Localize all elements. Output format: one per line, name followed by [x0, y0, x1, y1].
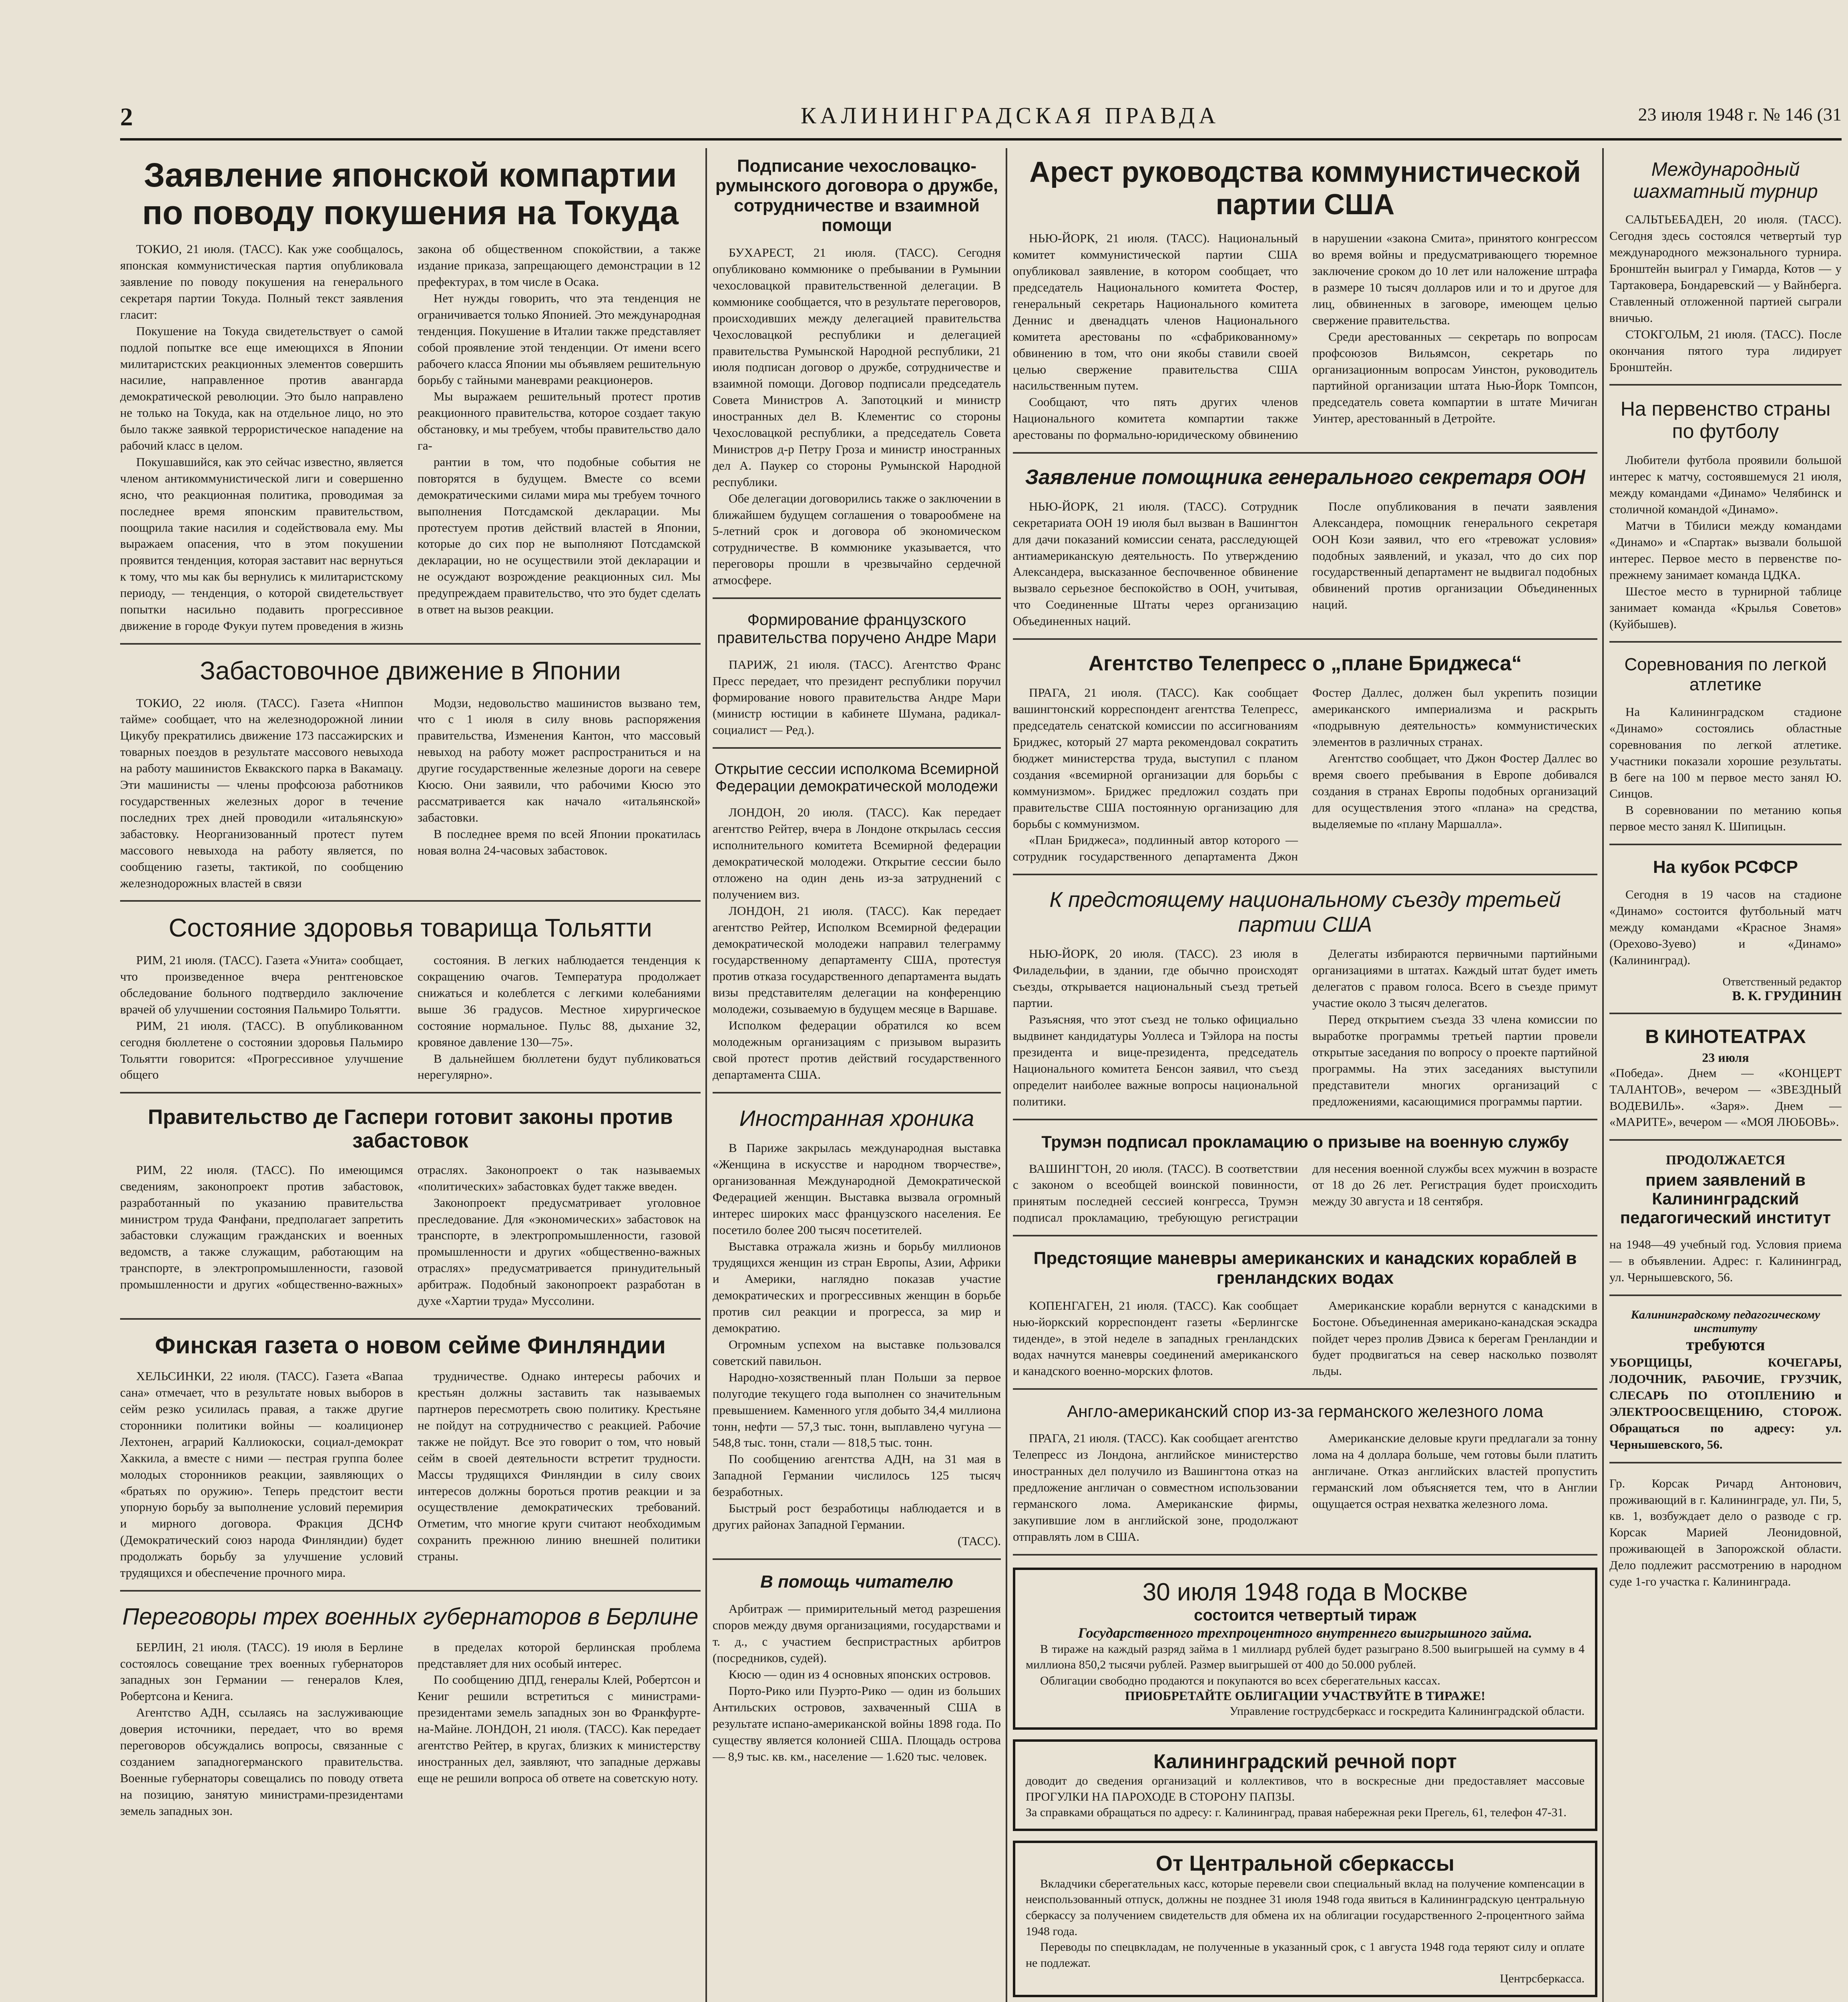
headline: Предстоящие маневры американских и канадских кораблей в гренландских водах [1033, 1248, 1577, 1288]
headline: Трумэн подписал прокламацию о призыве на военную службу [1041, 1132, 1569, 1151]
headline: На кубок РСФСР [1653, 857, 1798, 877]
article-governors [120, 1604, 701, 1828]
paragraph: Мы выражаем решительный протест против реакционного правительства, которое создает такую обстановку, и мы требуем, чтобы правительство дало га- [418, 389, 701, 453]
article-chess [1609, 159, 1842, 386]
ad-call: ПРИОБРЕТАЙТЕ ОБЛИГАЦИИ УЧАСТВУЙТЕ В ТИРАЖЕ! [1125, 1688, 1485, 1703]
paragraph: Любители футбола проявили большой интерес к матчу, состоявшемуся 21 июля, между командами «Динамо» Челябинск и столичной командой «Динамо». [1609, 453, 1842, 517]
paragraph: Порто-Рико или Пуэрто-Рико — один из больших Антильских островов, захваченный США в результате испано-американской войны 1898 года. По существу является колонией США. Площадь острова — 8,9 тыс. кв. км., население — 1.620 тыс. человек. [713, 1683, 1001, 1763]
paragraph: ВАШИНГТОН, 20 июля. (ТАСС). В соответствии с законом о всеобщей воинской повинности, принятым последней сессией конгресса, Трумэн подписал прокламацию, требующую регистрации для несения военной службы всех мужчин в возрасте от 18 до 26 лет. Регистрация будет происходить между 30 августа и 18 сентября. [1013, 1161, 1597, 1225]
paragraph: Среди арестованных — секретарь по вопросам профсоюзов Вильямсон, секретарь по организационным вопросам Уинстон, руководитель партийной организации штата Нью-Йорк Томпсон, председатель совета компартии в штате Мичиган Уинтер, арестованный в Детройте. [1312, 329, 1597, 426]
article-wfdy [713, 761, 1001, 1093]
article-body [1013, 1430, 1597, 1545]
paragraph: НЬЮ-ЙОРК, 21 июля. (ТАСС). Сотрудник секретариата ООН 19 июля был вызван в Вашингтон для дачи показаний комиссии сената, расследующей антиамериканскую деятельность. По утверждению Александера, высказанное беспочвенное обвинение вызвало серьезное беспокойство в ООН, учитывая, что Соединенные Штаты через организацию Объединенных наций. [1013, 499, 1298, 628]
signature: (ТАСС). [958, 1534, 1001, 1548]
article-truman [1013, 1132, 1597, 1237]
page-number: 2 [120, 103, 133, 131]
column-center-left [713, 148, 1001, 2002]
paragraph: Модзи, недовольство машинистов вызвано тем, что с 1 июля в силу вновь распоряжения правительства, Изменения Кантон, что массовый невыход на работу может распространиться и на другие государственные железные дороги на севере Кюсю. Они заявили, что рабочими Кюсю это рассматривается как начало «итальянской» забастовки. [418, 695, 701, 824]
ad-title: Калининградский речной порт [1153, 1750, 1457, 1773]
ad-text: доводит до сведения организаций и коллективов, что в воскресные дни предоставляет массовые ПРОГУЛКИ НА ПАРОХОДЕ В СТОРОНУ ПАПЗЫ. [1026, 1774, 1585, 1803]
ad-savings-bank [1013, 1841, 1597, 1997]
admission-pre: ПРОДОЛЖАЕТСЯ [1666, 1153, 1785, 1168]
headline: В КИНОТЕАТРАХ [1645, 1026, 1806, 1047]
article-czech-romania [713, 156, 1001, 599]
paragraph: В Париже закрылась международная выставка «Женщина в искусстве и народном творчестве», организованная Международной Демократической Федерацией женщин. Выставка вызвала огромный интерес широких масс французского населения. Ее посетило более 200 тысяч посетителей. [713, 1141, 1001, 1237]
paragraph: «План Бриджеса», подлинный автор которого — сотрудник государственного департамента Джон Фостер Даллес, должен был укрепить позиции американского империализма и раскрыть «подрывную деятельность» коммунистических элементов в различных странах. [1013, 685, 1597, 864]
paragraph: НЬЮ-ЙОРК, 20 июля. (ТАСС). 23 июля в Филадельфии, в здании, где обычно происходят съезды, открывается национальный съезд третьей партии. [1013, 947, 1298, 1010]
article-body [120, 952, 701, 1083]
headline: Иностранная хроника [739, 1105, 974, 1131]
article-finland [120, 1332, 701, 1592]
paragraph: Сегодня в 19 часов на стадионе «Динамо» состоится футбольный матч между командами «Красное Знамя» (Орехово-Зуево) и «Динамо» (Калининград). [1609, 887, 1842, 967]
article-iron-scrap [1013, 1402, 1597, 1555]
paragraph: Обе делегации договорились также о заключении в ближайшем будущем соглашения о товарообмене на 5-летний срок и договора об экономическом сотрудничестве. В коммюнике указывается, что переговоры прошли в чрезвычайно сердечной атмосфере. [713, 491, 1001, 587]
headline: Забастовочное движение в Японии [200, 656, 621, 685]
headline: Открытие сессии исполкома Всемирной Федерации демократической молодежи [714, 761, 999, 795]
ad-text [1026, 1641, 1585, 1689]
ad-title: 30 июля 1948 года в Москве [1142, 1578, 1468, 1606]
article-body [120, 1368, 701, 1581]
paragraph: Быстрый рост безработицы наблюдается и в других районах Западной Германии. [713, 1501, 1001, 1532]
headline: Соревнования по легкой атлетике [1624, 655, 1827, 694]
cinema-date: 23 июля [1702, 1050, 1749, 1065]
article-reader-help [713, 1572, 1001, 1774]
notice-text: Гр. Корсак Ричард Антонович, проживающий в г. Калининграде, ул. Пи, 5, кв. 1, возбуждает дело о разводе с гр. Корсак Марией Леонидовной, проживающей в Запорожской области. Дело подлежит рассмотрению в народном суде 1-го участка г. Калининграда. [1609, 1476, 1842, 1589]
paragraph: трудничестве. Однако интересы рабочих и крестьян должны заставить так называемых партнеров пересмотреть свою политику. Крестьяне не пойдут на сотрудничество с реакцией. Рабочие также не пойдут. Все это говорит о том, что новый сейм в своей деятельности встретит трудности. Массы трудящихся Финляндии в силу своих интересов должны бороться против реакции и за осуществление демократических требований. Отметим, что многие круги считают необходимым сохранить прежнюю линию внешней политики страны. [418, 1369, 701, 1564]
paragraph: По сообщению ДПД, генералы Клей, Робертсон и Кениг решили встретиться с министрами-президентами земель западных зон во Франкфурте-на-Майне. ЛОНДОН, 21 июля. (ТАСС). Как передает агентство Рейтер, в кругах, близких к министерству иностранных дел, заявляют, что западные державы еще не решили вопроса об ответе на советскую ноту. [418, 1672, 701, 1785]
paragraph: Исполком федерации обратился ко всем молодежным организациям с призывом выразить свой протест против действий государственного департамента США. [713, 1018, 1001, 1081]
headline: Агентство Телепресс о „плане Бриджеса“ [1088, 652, 1522, 675]
article-body [1013, 946, 1597, 1110]
ad-loan: Государственного трехпроцентного внутреннего выигрышного займа. [1078, 1624, 1533, 1641]
paragraph: Шестое место в турнирной таблице занимает команда «Крылья Советов» (Куйбышев). [1609, 584, 1842, 631]
article-third-party [1013, 887, 1597, 1120]
paragraph: РИМ, 21 июля. (ТАСС). В опубликованном сегодня бюллетене о состоянии здоровья Пальмиро Тольятти говорится: «Прогрессивное улучшение общего [120, 1018, 403, 1082]
paragraph: Матчи в Тбилиси между командами «Динамо» и «Спартак» вызвали большой интерес. Первое место в первенстве по-прежнему занимает команда ЦДКА. [1609, 519, 1842, 582]
column-divider [705, 148, 707, 2002]
paragraph: После опубликования в печати заявления Александера, помощник генерального секретаря ООН Кози заявил, что его «тревожат условия» подобных заявлений, и указал, что до сих пор государственный департамент не выдвигал подобных обвинений против организации Объединенных наций. [1312, 499, 1597, 612]
editor-name: В. К. ГРУДИНИН [1732, 988, 1842, 1003]
headline: Подписание чехословацко-румынского договора о дружбе, сотрудничестве и взаимной помощи [715, 156, 998, 235]
ad-river-port [1013, 1739, 1597, 1831]
paragraph: Покушение на Токуда свидетельствует о самой подлой попытке все еще имеющихся в Японии милитаристских реакционных элементов совершить насилие, направленное против авангарда демократической революции. Это было направлено не только на Токуда, как на отдельное лицо, но это было также заявкой террористическое нападение на рабочий класс в целом. [120, 324, 403, 453]
paragraph: Вкладчики сберегательных касс, которые перевели свои специальный вклад на получение компенсации в неиспользованный отпуск, должны не позднее 31 июля 1948 года явиться в Калининградскую центральную сберкассу за получением свидетельств для обмена их на облигации государственного 2-процентного займа 1948 года. [1026, 1877, 1585, 1938]
article-body [1609, 211, 1842, 375]
headline: На первенство страны по футболу [1620, 398, 1831, 443]
editor-label: Ответственный редактор [1722, 975, 1842, 988]
column-right [1609, 148, 1842, 2002]
article-body [713, 804, 1001, 1083]
paragraph: Американские деловые круги предлагали за тонну лома на 4 доллара больше, чем готовы были платить англичане. Отказ английских властей пропустить германский лом объясняется тем, что в Англии ощущается острая нехватка железного лома. [1312, 1431, 1597, 1511]
cinema-text: «Победа». Днем — «КОНЦЕРТ ТАЛАНТОВ», вечером — «ЗВЕЗДНЫЙ ВОДЕВИЛЬ». «Заря». Днем — «МАРИТЕ», вечером — «МОЯ ЛЮБОВЬ». [1609, 1065, 1842, 1129]
paragraph: По сообщению агентства АДН, на 31 мая в Западной Германии числилось 125 тысяч безработных. [713, 1452, 1001, 1499]
masthead [120, 102, 1842, 141]
paragraph: Переводы по спецвкладам, не полученные в указанный срок, с 1 августа 1948 года теряют силу и оплате не подлежат. [1026, 1940, 1585, 1970]
article-body [120, 1162, 701, 1309]
paragraph: САЛЬТЬЕБАДЕН, 20 июля. (ТАСС). Сегодня здесь состоялся четвертый тур международного межзонального турнира. Бронштейн выиграл у Гимарда, Котов — у Тартаковера, Бондаревский — у Вайнберга. Ставленный отложенной партией сыграли вничью. [1609, 212, 1842, 325]
paragraph: На Калининградском стадионе «Динамо» состоялись областные соревнования по легкой атлетике. Участники показали хорошие результаты. В беге на 100 м первое место занял Ю. Синцов. [1609, 704, 1842, 801]
article-body [713, 657, 1001, 739]
article-body [713, 245, 1001, 589]
paragraph: Покушавшийся, как это сейчас известно, является членом антикоммунистической лиги и совершенно ясно, что реакционная политика, проводимая за последнее время японским правительством, поощрила такие насилия и содействовала ему. Мы выражаем опасения, что в этом покушении проявится тенденция, которая заставит нас вернуться к тому, что мы как бы вернулись к милитаристскому периоду, — тенденция, о которой свидетельствует попытки насильно подавить прогрессивное движение в городе Фукуи путем проведения в жизнь закона об общественном спокойствии, а также издание приказа, запрещающего демонстрации в 12 префектурах, в том числе в Осака. [120, 242, 701, 633]
headline: Финская газета о новом сейме Финляндии [155, 1332, 666, 1359]
paragraph: Разъясняя, что этот съезд не только официально выдвинет кандидатуры Уоллеса и Тэйлора на посты президента и вице-президента, председатель Национального комитета Бенсон заявил, что съезд определит наиболее важные вопросы национальной политики. [1013, 1012, 1298, 1108]
headline: Состояние здоровья товарища Тольятти [169, 913, 652, 943]
paragraph: Перед открытием съезда 33 члена комиссии по выработке программы третьей партии провели открытые заседания по вопросу о проекте партийной программы. На этих заседаниях выступили представители многих организаций с предложениями, касающимися программы партии. [1312, 1012, 1597, 1108]
headline: Международный шахматный турнир [1633, 159, 1818, 203]
article-body [1609, 452, 1842, 632]
paragraph: Сообщают, что пять других членов Национального комитета компартии также арестованы по формально-юридическому обвинению в нарушении «закона Смита», принятого конгрессом во время войны и предусматривающего тюремное заключение сроком до 10 лет или наложение штрафа в размере 10 тысяч долларов или и то и другое для лиц, обвиненных в заговоре, имеющем целью свержение правительства. [1013, 231, 1597, 442]
headline: Заявление помощника генерального секретаря ООН [1025, 466, 1585, 489]
paragraph: рантии в том, что подобные события не повторятся в будущем. Вместе со всеми демократическими силами мира мы требуем точного выполнения Потсдамской декларации. Мы протестуем против действий властей в Японии, которые до сих пор не выполняют Потсдамской декларации, но не осуществили этой декларации и не осуждают возрождение реакционных сил. Мы предупреждаем правительство, что это будет сделать в ответ на вызов реакции. [418, 454, 701, 617]
paragraph: ПРАГА, 21 июля. (ТАСС). Как сообщает агентство Телепресс из Лондона, английское министерство иностранных дел получило из Вашингтона отказ на предложение англичан о совместном использовании германского лома. Американские фирмы, закупившие лом в английской зоне, продолжают отправлять лом в США. [1013, 1431, 1298, 1544]
headline: Арест руководства коммунистической партии США [1029, 156, 1581, 221]
article-strikes [120, 657, 701, 902]
institute-text: УБОРЩИЦЫ, КОЧЕГАРЫ, ЛОДОЧНИК, РАБОЧИЕ, ГРУЗЧИК, СЛЕСАРЬ ПО ОТОПЛЕНИЮ и ЭЛЕКТРООСВЕЩЕНИЮ, СТОРОЖ. Обращаться по адресу: ул. Чернышевского, 56. [1609, 1355, 1842, 1451]
paragraph: состояния. В легких наблюдается тенденция к сокращению очагов. Температура продолжает снижаться и колеблется с легкими колебаниями выше 36 градусов. Местное хирургическое состояние нормальное. Пульс 88, дыхание 32, кровяное давление 130—75». [418, 953, 701, 1049]
paragraph: Огромным успехом на выставке пользовался советский павильон. [713, 1337, 1001, 1368]
article-body [1609, 704, 1842, 835]
headline: К предстоящему национальному съезду третьей партии США [1049, 888, 1561, 937]
article-chronicle [713, 1106, 1001, 1560]
paragraph: Нет нужды говорить, что эта тенденция не ограничивается только Японией. Это международная тенденция. Покушение в Италии также представляет собой проявление этой тенденции. От имени всего рабочего класса Японии мы объявляем решительную борьбу с тайными маневрами реакционеров. [418, 291, 701, 387]
paragraph: ЛОНДОН, 20 июля. (ТАСС). Как передает агентство Рейтер, вчера в Лондоне открылась сессия исполнительного комитета Всемирной федерации демократической молодежи. Открытие сессии было отложено на один день из-за затруднений с получением виз. [713, 805, 1001, 901]
article-body [1013, 498, 1597, 629]
paragraph: в пределах которой берлинская проблема представляет для них особый интерес. [418, 1640, 701, 1670]
institute-name: Калининградскому педагогическому институту [1631, 1308, 1820, 1335]
ad-institute [1609, 1308, 1842, 1463]
headline: Заявление японской компартии по поводу покушения на Токуда [142, 156, 679, 232]
article-body [713, 1601, 1001, 1765]
paragraph: Выставка отражала жизнь и борьбу миллионов трудящихся женщин из стран Европы, Азии, Африки и Америки, наглядно показав участие демократических и прогрессивных женщин в борьбе против сил реакции и прогресса, за мир и демократию. [713, 1239, 1001, 1335]
article-body [1013, 1161, 1597, 1226]
paragraph: ХЕЛЬСИНКИ, 22 июля. (ТАСС). Газета «Вапаа сана» отмечает, что в результате новых выборов в сейм резко усилилась правая, а также другие сторонники политики войны — коалиционер Лехтонен, аграрий Каллиокоски, социал-демократ Хаккила, а вместе с ними — пестрая группа более молодых сторонников реакции, заявляющих о «братьях по оружию». Теперь предстоит вести упорную борьбу за выполнение условий перемирия и мирного договора. Фракция ДСНФ (Демократический союз народа Финляндии) будет продолжать борьбу за улучшение условий трудящихся и обеспечение прочного мира. [120, 1369, 403, 1580]
article-body [1013, 1298, 1597, 1380]
article-france-government [713, 611, 1001, 749]
column-divider [1602, 148, 1604, 2002]
paragraph: В последнее время по всей Японии прокатилась новая волна 24-часовых забастовок. [418, 826, 701, 857]
paragraph: Законопроект предусматривает уголовное преследование. Для «экономических» забастовок на транспорте, в электропромышленности, газовой промышленности и других «общественно-важных отраслях» предусматривается принудительный арбитраж. Подобный законопроект разработан в духе «Хартии труда» Муссолини. [418, 1195, 701, 1308]
headline: Формирование французского правительства поручено Андре Мари [717, 611, 996, 647]
ad-divorce-notice [1609, 1475, 1842, 1599]
article-football [1609, 398, 1842, 643]
ad-admission [1609, 1153, 1842, 1296]
ad-title: От Центральной сберкассы [1156, 1851, 1454, 1875]
headline: Англо-американский спор из-за германского железного лома [1067, 1402, 1543, 1421]
paragraph: Американские корабли вернутся с канадскими в Бостоне. Объединенная американо-канадская эскадра пойдет через пролив Дэвиса к берегам Гренландии и будет продвигаться на север насколько позволят льды. [1312, 1298, 1597, 1378]
article-body [1013, 685, 1597, 865]
paragraph: Агентство АДН, ссылаясь на заслуживающие доверия источники, передает, что во время переговоров обсуждались вопросы, связанные с созданием западногерманского правительства. Военные губернаторы совещались по поводу ответа на позицию, занятую министрами-президентами земель западных зон. [120, 1705, 403, 1818]
paragraph: Кюсю — один из 4 основных японских островов. [729, 1667, 991, 1681]
paragraph: РИМ, 21 июля. (ТАСС). Газета «Унита» сообщает, что произведенное вчера рентгеновское обследование больного подтвердило заключение врачей об улучшении состояния Пальмиро Тольятти. [120, 953, 403, 1016]
article-greenland [1013, 1248, 1597, 1390]
paragraph: ЛОНДОН, 21 июля. (ТАСС). Как передает агентство Рейтер, Исполком Всемирной федерации демократической молодежи направил телеграмму государственному департаменту США, протестуя против отказа государственного департамента выдать визы представителям делегации на конференцию молодежи, созываемую в будущем месяце в Варшаве. [713, 903, 1001, 1016]
ad-contact: За справками обращаться по адресу: г. Калининград, правая набережная реки Прегель, 61, телефон 47-31. [1026, 1806, 1567, 1819]
paragraph: ТОКИО, 21 июля. (ТАСС). Как уже сообщалось, японская коммунистическая партия опубликовала заявление по поводу покушения на генерального секретаря партии Токуда. Полный текст заявления гласит: [120, 242, 403, 322]
column-divider [1006, 148, 1007, 2002]
ad-lottery [1013, 1568, 1597, 1730]
paragraph: ТОКИО, 22 июля. (ТАСС). Газета «Ниппон тайме» сообщает, что на железнодорожной линии Цикубу прекратились движение 173 пассажирских и товарных поездов в результате массового невыхода на работу машинистов Еквакского парка в Вакамацу. Эти машинисты — члены профсоюза работников государственных железных дорог в течение последних трех дней проводили «итальянскую» забастовку. Неорганизованный протест путем массового невыхода на работу является, по сообщению газеты, тактикой, по сообщению железнодорожных властей в связи [120, 695, 403, 890]
newspaper-title: КАЛИНИНГРАДСКАЯ ПРАВДА [801, 103, 1220, 129]
headline: Переговоры трех военных губернаторов в Берлине [122, 1603, 699, 1630]
column-center-right [1013, 148, 1597, 2002]
article-un-statement [1013, 466, 1597, 640]
article-rsfsr-cup [1609, 857, 1842, 1014]
paragraph: ПАРИЖ, 21 июля. (ТАСС). Агентство Франс Пресс передает, что президент республики поручил формирование нового правительства Андре Мари (министр юстиции в кабинете Шумана, радикал-социалист — Ред.). [713, 657, 1001, 737]
column-left [120, 148, 701, 2002]
paragraph: КОПЕНГАГЕН, 21 июля. (ТАСС). Как сообщает нью-йоркский корреспондент газеты «Берлингске тиденде», в этой неделе в западных гренландских водах начнутся маневры соединений американского и канадского военно-морских флотов. [1013, 1298, 1298, 1378]
article-usa-arrest [1013, 156, 1597, 454]
article-body [120, 241, 701, 634]
paragraph: НЬЮ-ЙОРК, 21 июля. (ТАСС). Национальный комитет коммунистической партии США опубликовал заявление, в котором сообщает, что председатель Национального комитета Фостер, генеральный секретарь Национального комитета Деннис и двенадцать членов Национального комитета арестованы по «сфабрикованному» обвинению в том, что они якобы ставили своей целью свержение правительства США насильственным путем. [1013, 231, 1298, 393]
headline: прием заявлений в Калининградский педагогический институт [1620, 1170, 1831, 1227]
paragraph: Агентство сообщает, что Джон Фостер Даллес во время своего пребывания в Европе добивался создания в странах Европы подобных организаций для осуществления этого «плана» на средства, выделяемые по «плану Маршалла». [1312, 751, 1597, 831]
paragraph: В тираже на каждый разряд займа в 1 миллиард рублей будет разыграно 8.500 выигрышей на сумму в 4 миллиона 850,2 тысячи рублей. Размер выигрышей от 400 до 50.000 рублей. [1026, 1642, 1585, 1672]
admission-text: на 1948—49 учебный год. Условия приема — в объявлении. Адрес: г. Калининград, ул. Чернышевского, 56. [1609, 1237, 1842, 1284]
article-athletics [1609, 655, 1842, 845]
headline: Правительство де Гаспери готовит законы против забастовок [148, 1106, 673, 1152]
ad-signed: Центрсберкасса. [1500, 1972, 1585, 1986]
article-body [120, 695, 701, 892]
paragraph: РИМ, 22 июля. (ТАСС). По имеющимся сведениям, законопроект против забастовок, разработанный по указанию правительства министром труда Фанфани, предполагает запретить забастовки служащим гражданских и военных ведомств, а также служащим, работающим на транспорте, в электропромышленности, газовой промышленности и других «общественно-важных» отраслях. Законопроект о так называемых «политических» забастовках будет также введен. [120, 1162, 701, 1292]
issue-date: 23 июля 1948 г. № 146 (31 [1638, 104, 1842, 125]
paragraph: СТОКГОЛЬМ, 21 июля. (ТАСС). После окончания пятого тура лидирует Бронштейн. [1609, 327, 1842, 374]
article-body [1609, 886, 1842, 969]
paragraph: Народно-хозяственный план Польши за первое полугодие текущего года выполнен со значительным превышением. Каменного угля добыто 34,4 миллиона тонн, нефти — 57,3 тыс. тонн, выплавлено чугуна — 548,8 тыс. тонн, стали — 818,5 тыс. тонн. [713, 1370, 1001, 1450]
paragraph: Делегаты избираются первичными партийными организациями в штатах. Каждый штат будет иметь делегатов с правом голоса. Всего в съезде примут участие около 3 тысяч делегатов. [1312, 947, 1597, 1010]
ad-text [1026, 1876, 1585, 1971]
article-gasperi [120, 1106, 701, 1320]
article-body [120, 1639, 701, 1819]
paragraph: Облигации свободно продаются и покупаются во всех сберегательных кассах. [1040, 1674, 1440, 1687]
ad-subtitle: состоится четвертый тираж [1194, 1606, 1416, 1624]
paragraph: ПРАГА, 21 июля. (ТАСС). Как сообщает вашингтонский корреспондент агентства Телепресс, председатель сенатской комиссии по ассигнованиям Бриджес, который 27 марта рекомендовал сократить бюджет министерства труда, выступил с планом создания «всемирной организации для борьбы с коммунизмом». Бриджес предложил создать при правительстве США постоянную организацию для борьбы с коммунизмом. [1013, 685, 1298, 831]
paragraph: Арбитраж — примирительный метод разрешения споров между двумя организациями, государствами и т. д., с участием беспристрастных арбитров (посредников, судей). [713, 1602, 1001, 1665]
institute-required: требуются [1686, 1336, 1765, 1355]
article-japan [120, 156, 701, 645]
article-telepress [1013, 652, 1597, 875]
paragraph: БУХАРЕСТ, 21 июля. (ТАСС). Сегодня опубликовано коммюнике о пребывании в Румынии чехословацкой правительственной делегации. В коммюнике сообщается, что в результате переговоров, происходивших между делегацией правительства Чехословацкой республики и делегацией правительства Румынской Народной республики, 21 июля подписан договор о дружбе, сотрудничестве и взаимной помощи. Договор подписали председатель Совета Министров А. Запотоцкий и министр иностранных дел В. Клементис со стороны Чехословацкой республики, а председатель Совета Министров д-р Петру Гроза и министр иностранных дел А. Паукер со стороны Румынской Народной республики. [713, 245, 1001, 489]
article-togliatti [120, 914, 701, 1093]
headline: В помощь читателю [760, 1572, 953, 1592]
article-body [713, 1140, 1001, 1550]
paragraph: В соревновании по метанию копья первое место занял К. Шипицын. [1609, 803, 1842, 834]
paragraph: БЕРЛИН, 21 июля. (ТАСС). 19 июля в Берлине состоялось совещание трех военных губернаторов западных зон Германии — генералов Клея, Робертсона и Кенига. [120, 1640, 403, 1703]
article-body [1013, 230, 1597, 443]
ad-cinema [1609, 1026, 1842, 1141]
paragraph: В дальнейшем бюллетени будут публиковаться нерегулярно». [418, 1051, 701, 1082]
ad-signed: Управление гострудсберкасс и госкредита Калининградской области. [1229, 1705, 1585, 1718]
